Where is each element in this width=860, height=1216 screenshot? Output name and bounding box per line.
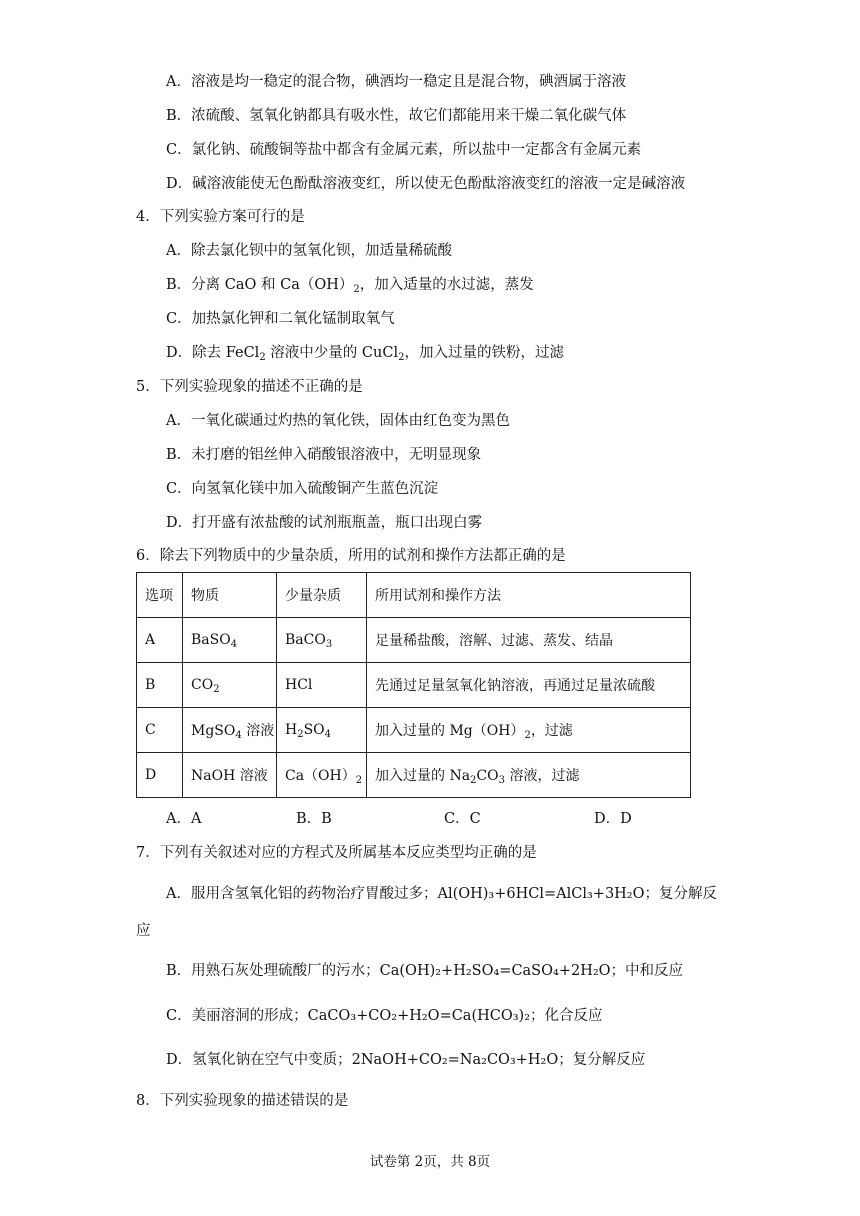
cell-impurity: BaCO$_3$ — [277, 618, 367, 663]
q4-option-a: A．除去氯化钡中的氢氧化钡，加适量稀硫酸 — [166, 243, 452, 259]
table-row — [137, 618, 691, 663]
q5-option-c: C．向氢氧化镁中加入硫酸铜产生蓝色沉淀 — [166, 481, 439, 497]
q4-stem: 4．下列实验方案可行的是 — [136, 209, 305, 225]
q5-option-b: B．未打磨的铝丝伸入硝酸银溶液中，无明显现象 — [166, 447, 482, 463]
cell-method: 加入过量的 $Mg(OH)_2$，过滤 — [367, 708, 691, 753]
cell-substance: BaSO$_4$ — [183, 618, 277, 663]
q7-option-d: D．氢氧化钠在空气中变质；2NaOH+CO₂=Na₂CO₃+H₂O；复分解反应 — [166, 1052, 646, 1068]
cell-method: 先通过足量氢氧化钠溶液，再通过足量浓硫酸 — [367, 663, 691, 708]
cell-impurity: $H_2SO_4$ — [277, 708, 367, 753]
q3-option-b: B．浓硫酸、氢氧化钠都具有吸水性，故它们都能用来干燥二氧化碳气体 — [166, 108, 627, 124]
q4-option-d: D．除去 FeCl$_2$ 溶液中少量的 CuCl$_2$，加入过量的铁粉，过滤 — [166, 345, 564, 363]
cell-option: D — [137, 753, 183, 798]
q3-option-d: D．碱溶液能使无色酚酞溶液变红，所以使无色酚酞溶液变红的溶液一定是碱溶液 — [166, 176, 686, 192]
q8-stem: 8．下列实验现象的描述错误的是 — [136, 1093, 349, 1109]
q4-option-b: B．分离 CaO 和 $Ca(OH)_2$，加入适量的水过滤，蒸发 — [166, 277, 534, 295]
header-option: 选项 — [137, 573, 183, 618]
q6-stem: 6．除去下列物质中的少量杂质，所用的试剂和操作方法都正确的是 — [136, 548, 566, 564]
cell-substance: MgSO$_4$ 溶液 — [183, 708, 277, 753]
header-substance: 物质 — [183, 573, 277, 618]
q7-option-b: B．用熟石灰处理硫酸厂的污水；Ca(OH)₂+H₂SO₄=CaSO₄+2H₂O；中和反应 — [166, 963, 684, 979]
cell-impurity: HCl — [277, 663, 367, 708]
header-method: 所用试剂和操作方法 — [367, 573, 691, 618]
cell-option: A — [137, 618, 183, 663]
table-row — [137, 663, 691, 708]
cell-substance: $CO_2$ — [183, 663, 277, 708]
q7-stem: 7．下列有关叙述对应的方程式及所属基本反应类型均正确的是 — [136, 845, 537, 861]
page-footer: 试卷第 2页，共 8页 — [369, 1154, 491, 1170]
q7-option-c: C．美丽溶洞的形成；CaCO₃+CO₂+H₂O=Ca(HCO₃)₂；化合反应 — [166, 1008, 603, 1024]
q5-option-a: A．一氧化碳通过灼热的氧化铁，固体由红色变为黑色 — [166, 413, 510, 429]
cell-option: B — [137, 663, 183, 708]
q7-option-a: A．服用含氢氧化铝的药物治疗胃酸过多；Al(OH)₃+6HCl=AlCl₃+3H₂O；复分解反 — [166, 886, 718, 902]
cell-substance: NaOH 溶液 — [183, 753, 277, 798]
header-impurity: 少量杂质 — [277, 573, 367, 618]
cell-option: C — [137, 708, 183, 753]
q5-option-d: D．打开盛有浓盐酸的试剂瓶瓶盖，瓶口出现白雾 — [166, 515, 483, 531]
table-row — [137, 753, 691, 798]
q5-stem: 5．下列实验现象的描述不正确的是 — [136, 379, 363, 395]
q4-option-c: C．加热氯化钾和二氧化锰制取氧气 — [166, 311, 395, 327]
q6-answer-c: C．C — [444, 811, 481, 827]
q3-option-a: A．溶液是均一稳定的混合物，碘酒均一稳定且是混合物，碘酒属于溶液 — [166, 74, 626, 90]
q6-table — [136, 572, 691, 798]
q3-option-c: C．氯化钠、硫酸铜等盐中都含有金属元素，所以盐中一定都含有金属元素 — [166, 142, 642, 158]
q6-answer-d: D．D — [594, 811, 632, 827]
cell-method: 足量稀盐酸，溶解、过滤、蒸发、结晶 — [367, 618, 691, 663]
q6-answer-b: B．B — [296, 811, 332, 827]
cell-method: 加入过量的 $Na_2CO_3$ 溶液，过滤 — [367, 753, 691, 798]
q7-option-a-continued: 应 — [136, 923, 151, 939]
q6-answer-a: A．A — [166, 811, 202, 827]
table-row — [137, 708, 691, 753]
table-header-row — [137, 573, 691, 618]
cell-impurity: $Ca(OH)_2$ — [277, 753, 367, 798]
